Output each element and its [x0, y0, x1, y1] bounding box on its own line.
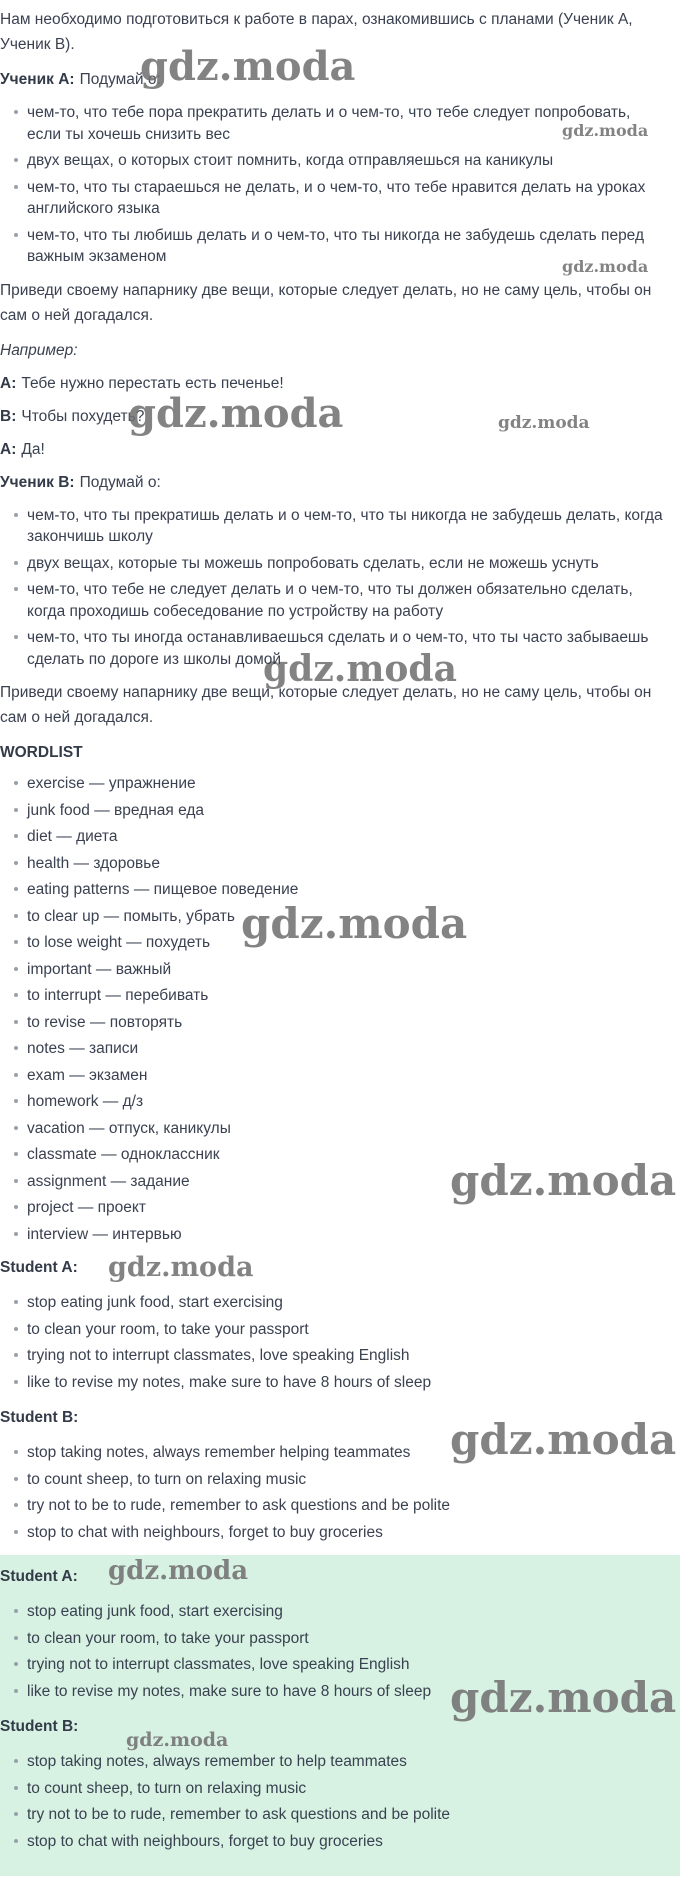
pupil-a-heading-text: Подумай о:: [79, 71, 161, 88]
watermark: gdz.moda: [126, 1729, 229, 1751]
pupil-b-heading-text: Подумай о:: [79, 473, 161, 491]
watermark: gdz.moda: [450, 1673, 677, 1722]
watermark: gdz.moda: [562, 257, 649, 276]
student-a-label: Student A:: [0, 1259, 78, 1276]
list-item: exercise — упражнение: [27, 773, 667, 795]
list-item: stop to chat with neighbours, forget to buy groceries: [27, 1522, 667, 1544]
list-item: like to revise my notes, make sure to have 8 hours of sleep: [27, 1372, 667, 1394]
list-item: to clear up — помыть, убрать: [27, 906, 667, 928]
list-item: eating patterns — пищевое поведение: [27, 879, 667, 901]
dialog-line: [0, 404, 672, 429]
list-item: interview — интервью: [27, 1224, 667, 1246]
watermark: gdz.moda: [450, 1156, 677, 1205]
pupil-b-heading: [0, 470, 672, 495]
list-item: homework — д/з: [27, 1091, 667, 1113]
pupil-a-label: Ученик А:: [0, 71, 75, 88]
list-item: project — проект: [27, 1197, 667, 1219]
list-item: чем-то, что тебе не следует делать и о чем-то, что ты должен обязательно сделать, когда проходишь собеседование по устройству на работу: [27, 579, 667, 622]
wordlist: [0, 773, 680, 1245]
list-item: important — важный: [27, 959, 667, 981]
example-label: Например:: [0, 341, 78, 359]
list-item: trying not to interrupt classmates, love speaking English: [27, 1345, 667, 1367]
list-item: diet — диета: [27, 826, 667, 848]
watermark: gdz.moda: [108, 1556, 249, 1586]
list-item: trying not to interrupt classmates, love speaking English: [27, 1654, 667, 1676]
list-item: двух вещах, которые ты можешь попробовать сделать, если не можешь уснуть: [27, 553, 667, 575]
student-b-label: Student B:: [0, 1718, 79, 1735]
list-item: to lose weight — похудеть: [27, 932, 667, 954]
watermark: gdz.moda: [241, 899, 468, 948]
watermark: gdz.moda: [128, 390, 344, 437]
list-item: чем-то, что ты иногда останавливаешься сделать и о чем-то, что ты часто забываешь сделать по дороге из школы домой: [27, 627, 667, 670]
dialog-line: [0, 437, 672, 462]
list-item: stop eating junk food, start exercising: [27, 1601, 667, 1623]
list-item: чем-то, что тебе пора прекратить делать и о чем-то, что тебе следует попробовать, если ты хочешь снизить вес: [27, 102, 667, 145]
list-item: health — здоровье: [27, 853, 667, 875]
wordlist-title-text: WORDLIST: [0, 744, 83, 761]
list-item: stop taking notes, always remember helping teammates: [27, 1442, 667, 1464]
pupil-a-list: [0, 102, 680, 268]
student-b-heading-highlighted: [0, 1714, 672, 1739]
partner-note: Приведи своему напарнику две вещи, которые следует делать, но не саму цель, чтобы он сам о ней догадался.: [0, 281, 652, 324]
watermark: gdz.moda: [108, 1252, 254, 1283]
student-a-heading: [0, 1252, 672, 1283]
wordlist-title: [0, 740, 672, 765]
student-b-heading: [0, 1405, 672, 1430]
list-item: двух вещах, о которых стоит помнить, когда отправляешься на каникулы: [27, 150, 667, 172]
list-item: to revise — повторять: [27, 1012, 667, 1034]
dialog-text: Тебе нужно перестать есть печенье!: [21, 374, 284, 392]
list-item: classmate — одноклассник: [27, 1144, 667, 1166]
watermark: gdz.moda: [498, 413, 590, 433]
intro-paragraph: Нам необходимо подготовиться к работе в парах, ознакомившись с планами (Ученик А, Ученик В).: [0, 11, 633, 53]
pupil-a-heading: [0, 67, 672, 92]
list-item: to clean your room, to take your passport: [27, 1628, 667, 1650]
partner-note-2: Приведи своему напарнику две вещи, которые следует делать, но не саму цель, чтобы он сам о ней догадался.: [0, 684, 652, 726]
student-a-heading-highlighted: [0, 1564, 672, 1589]
list-item: vacation — отпуск, каникулы: [27, 1118, 667, 1140]
dialog-speaker: B:: [0, 407, 17, 425]
watermark: gdz.moda: [450, 1415, 677, 1464]
dialog-line: [0, 371, 672, 396]
pupil-b-list: [0, 505, 680, 671]
list-item: try not to be to rude, remember to ask questions and be polite: [27, 1495, 667, 1517]
list-item: notes — записи: [27, 1038, 667, 1060]
dialog-speaker: A:: [0, 374, 17, 392]
watermark: gdz.moda: [562, 121, 649, 140]
student-a-answers: [0, 1292, 680, 1393]
list-item: чем-то, что ты стараешься не делать, и о чем-то, что тебе нравится делать на уроках английского языка: [27, 177, 667, 220]
watermark: gdz.moda: [140, 43, 356, 90]
list-item: try not to be to rude, remember to ask questions and be polite: [27, 1804, 667, 1826]
watermark: gdz.moda: [263, 648, 457, 690]
list-item: stop to chat with neighbours, forget to buy groceries: [27, 1831, 667, 1853]
list-item: stop taking notes, always remember to help teammates: [27, 1751, 667, 1773]
student-b-label: Student B:: [0, 1409, 79, 1426]
list-item: assignment — задание: [27, 1171, 667, 1193]
dialog-speaker: A:: [0, 440, 17, 458]
highlighted-answer-block: [0, 1555, 680, 1876]
dialog-text: Чтобы похудеть?: [21, 407, 145, 425]
pupil-b-label: Ученик В:: [0, 473, 75, 491]
student-b-answers: [0, 1442, 680, 1543]
list-item: чем-то, что ты прекратишь делать и о чем-то, что ты никогда не забудешь делать, когда закончишь школу: [27, 505, 667, 548]
dialog-text: Да!: [21, 440, 45, 458]
list-item: stop eating junk food, start exercising: [27, 1292, 667, 1314]
student-a-label: Student A:: [0, 1568, 78, 1585]
list-item: to count sheep, to turn on relaxing music: [27, 1469, 667, 1491]
list-item: to count sheep, to turn on relaxing music: [27, 1778, 667, 1800]
list-item: junk food — вредная еда: [27, 800, 667, 822]
list-item: to interrupt — перебивать: [27, 985, 667, 1007]
student-b-answers-highlighted: [0, 1751, 680, 1852]
list-item: to clean your room, to take your passport: [27, 1319, 667, 1341]
list-item: чем-то, что ты любишь делать и о чем-то, что ты никогда не забудешь сделать перед важным экзаменом: [27, 225, 667, 268]
list-item: exam — экзамен: [27, 1065, 667, 1087]
list-item: like to revise my notes, make sure to have 8 hours of sleep: [27, 1681, 667, 1703]
student-a-answers-highlighted: [0, 1601, 680, 1702]
